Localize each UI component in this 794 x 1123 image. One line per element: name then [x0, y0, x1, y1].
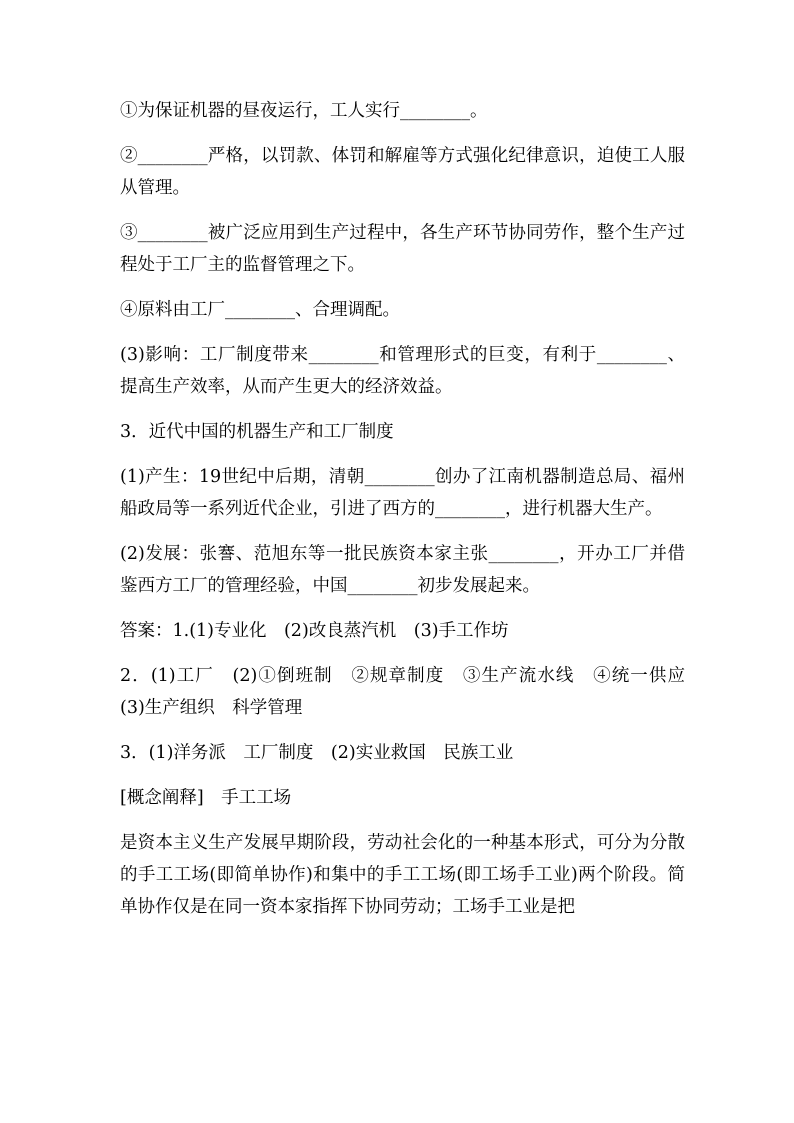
answer-line-2: 2．(1)工厂 (2)①倒班制 ②规章制度 ③生产流水线 ④统一供应 (3)生产组织 科学管理 [120, 666, 703, 718]
document-body [120, 95, 703, 936]
paragraph-regulations: ②________严格，以罚款、体罚和解雇等方式强化纪律意识，迫使工人服从管理。 [120, 146, 685, 198]
section-heading-modern-china: 3．近代中国的机器生产和工厂制度 [120, 422, 394, 442]
paragraph-shift-system: ①为保证机器的昼夜运行，工人实行________。 [120, 101, 488, 121]
paragraph-origin: (1)产生：19世纪中后期，清朝________创办了江南机器制造总局、福州船政局等一系列近代企业，引进了西方的________，进行机器大生产。 [120, 467, 685, 519]
answer-line-3: 3．(1)洋务派 工厂制度 (2)实业救国 民族工业 [120, 743, 514, 763]
paragraph-assembly-line: ③________被广泛应用到生产过程中，各生产环节协同劳作，整个生产过程处于工厂主的监督管理之下。 [120, 223, 685, 275]
paragraph-raw-materials: ④原料由工厂________、合理调配。 [120, 300, 400, 320]
concept-heading: [概念阐释] 手工工场 [120, 788, 292, 808]
paragraph-impact: (3)影响：工厂制度带来________和管理形式的巨变，有利于________、提高生产效率，从而产生更大的经济效益。 [120, 345, 685, 397]
paragraph-development: (2)发展：张謇、范旭东等一批民族资本家主张________，开办工厂并借鉴西方工厂的管理经验，中国________初步发展起来。 [120, 544, 685, 596]
concept-explanation: 是资本主义生产发展早期阶段，劳动社会化的一种基本形式，可分为分散的手工工场(即简单协作)和集中的手工工场(即工场手工业)两个阶段。简单协作仅是在同一资本家指挥下协同劳动；工场手工业是把 [120, 833, 685, 917]
answer-line-1: 答案：1.(1)专业化 (2)改良蒸汽机 (3)手工作坊 [120, 621, 509, 641]
